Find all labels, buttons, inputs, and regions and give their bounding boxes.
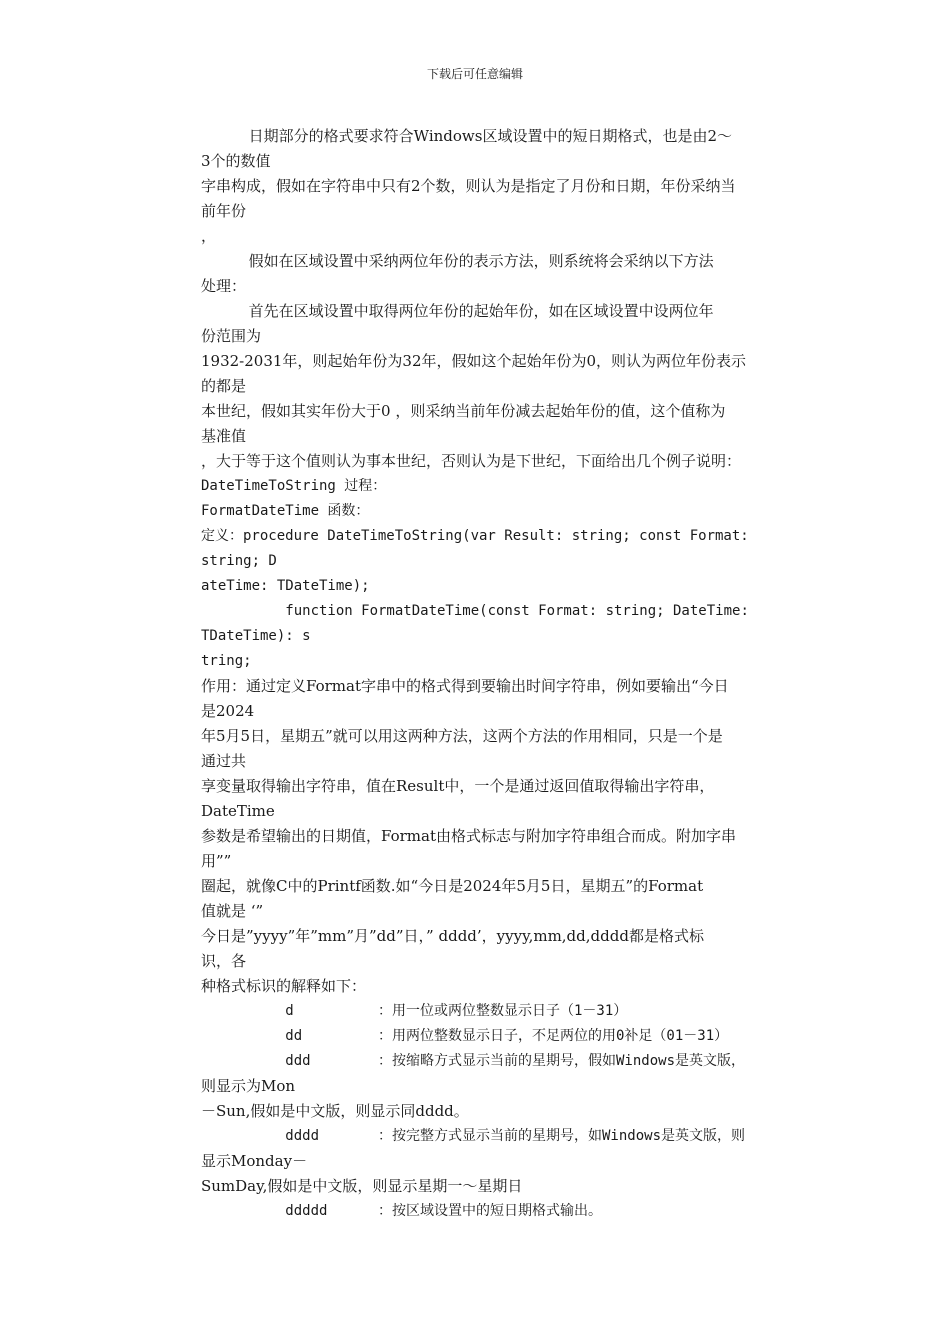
document-line: string; D <box>201 553 277 569</box>
document-line: 首先在区域设置中取得两位年份的起始年份，如在区域设置中设两位年 <box>201 302 714 320</box>
document-line: ateTime: TDateTime); <box>201 578 370 594</box>
document-line: 定义：procedure DateTimeToString(var Result: string; const Format: <box>201 528 749 544</box>
document-line: ，大于等于这个值则认为事本世纪，否则认为是下世纪，下面给出几个例子说明： <box>201 452 742 470</box>
document-line: dddd ：按完整方式显示当前的星期号，如Windows是英文版，则 <box>201 1128 746 1144</box>
document-line: 基准值 <box>201 427 247 445</box>
document-line: 前年份 <box>201 202 247 220</box>
document-line: ， <box>201 227 217 245</box>
document-line: ddddd ：按区域设置中的短日期格式输出。 <box>201 1203 603 1219</box>
document-line: 圈起，就像C中的Printf函数.如“今日是2024年5月5日，星期五”的Format <box>201 877 704 895</box>
document-line: 今日是”yyyy”年”mm”月”dd”日，” dddd’，yyyy,mm,dd,dddd都是格式标 <box>201 927 704 945</box>
document-line: DateTime <box>201 802 275 820</box>
document-line: TDateTime): s <box>201 628 311 644</box>
document-line: 用”” <box>201 852 232 870</box>
document-line: 作用：通过定义Format字串中的格式得到要输出时间字符串，例如要输出“今日 <box>201 677 729 695</box>
document-line: SumDay,假如是中文版，则显示星期一～星期日 <box>201 1177 523 1195</box>
document-line: －Sun,假如是中文版，则显示同dddd。 <box>201 1102 469 1120</box>
document-line: 年5月5日，星期五”就可以用这两种方法，这两个方法的作用相同，只是一个是 <box>201 727 723 745</box>
document-line: 字串构成，假如在字符串中只有2个数，则认为是指定了月份和日期，年份采纳当 <box>201 177 736 195</box>
document-line: 份范围为 <box>201 327 262 345</box>
document-line: FormatDateTime 函数： <box>201 503 370 519</box>
document-line: 显示Monday－ <box>201 1152 308 1170</box>
document-line: dd ：用两位整数显示日子，不足两位的用0补足（01－31） <box>201 1028 729 1044</box>
page-header: 下载后可任意编辑 <box>426 67 523 81</box>
document-line: 日期部分的格式要求符合Windows区域设置中的短日期格式，也是由2～ <box>201 127 733 145</box>
document-line: ddd ：按缩略方式显示当前的星期号，假如Windows是英文版， <box>201 1053 746 1069</box>
document-line: 是2024 <box>201 702 255 720</box>
document-line: d ：用一位或两位整数显示日子（1－31） <box>201 1003 628 1019</box>
document-line: tring; <box>201 653 252 669</box>
document-line: 参数是希望输出的日期值，Format由格式标志与附加字符串组合而成。附加字串 <box>201 827 736 845</box>
document-line: 的都是 <box>201 377 247 395</box>
document-line: 假如在区域设置中采纳两位年份的表示方法，则系统将会采纳以下方法 <box>201 252 714 270</box>
document-line: 值就是 ‘” <box>201 902 264 920</box>
document-body <box>201 124 811 1224</box>
document-line: 3个的数值 <box>201 152 271 170</box>
document-line: 识，各 <box>201 952 247 970</box>
document-line: 通过共 <box>201 752 247 770</box>
document-line: 享变量取得输出字符串，值在Result中，一个是通过返回值取得输出字符串， <box>201 777 715 795</box>
document-line: 1932-2031年，则起始年份为32年，假如这个起始年份为0，则认为两位年份表示 <box>201 352 747 370</box>
document-line: 本世纪，假如其实年份大于0 ，则采纳当前年份减去起始年份的值，这个值称为 <box>201 402 726 420</box>
document-line: 处理： <box>201 277 247 295</box>
document-line: 则显示为Mon <box>201 1077 296 1095</box>
document-line: DateTimeToString 过程： <box>201 478 387 494</box>
document-line: 种格式标识的解释如下： <box>201 977 367 995</box>
document-line: function FormatDateTime(const Format: string; DateTime: <box>201 603 749 619</box>
